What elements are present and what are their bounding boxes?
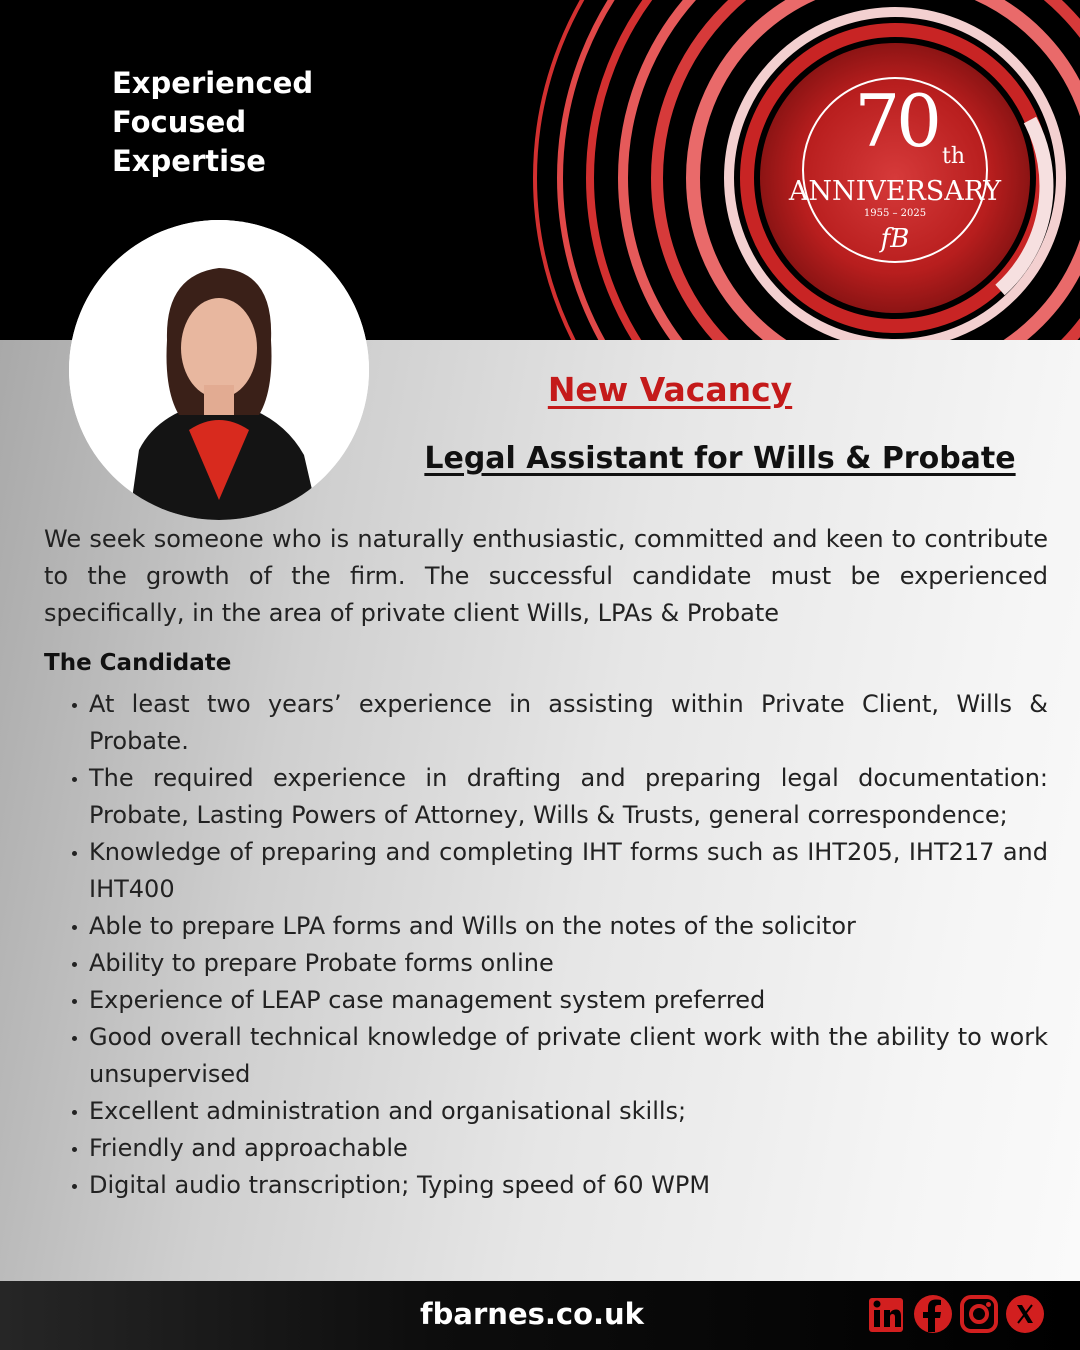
- list-item: Digital audio transcription; Typing speed of 60 WPM: [89, 1167, 1048, 1204]
- linkedin-icon[interactable]: [867, 1294, 907, 1334]
- list-item: Knowledge of preparing and completing IHT forms such as IHT205, IHT217 and IHT400: [89, 834, 1048, 908]
- staff-portrait: [69, 220, 369, 520]
- tagline-line-2: Focused: [112, 105, 247, 139]
- candidate-heading: The Candidate: [44, 650, 232, 676]
- list-item: At least two years’ experience in assisting within Private Client, Wills & Probate.: [89, 686, 1048, 760]
- list-item: Experience of LEAP case management system preferred: [89, 982, 1048, 1019]
- intro-paragraph: We seek someone who is naturally enthusiastic, committed and keen to contribute to the growth of the firm. The successful candidate must be experienced specifically, in the area of private client Wills, LPAs & Probate: [44, 525, 1048, 627]
- tagline-line-1: Experienced: [112, 66, 314, 100]
- facebook-icon[interactable]: [913, 1294, 953, 1334]
- anniversary-suffix: th: [942, 144, 966, 169]
- tagline: [112, 64, 313, 181]
- anniversary-years: 1955 – 2025: [863, 208, 927, 219]
- candidate-requirements-list: [89, 686, 1048, 1204]
- list-item: Able to prepare LPA forms and Wills on the notes of the solicitor: [89, 908, 1048, 945]
- anniversary-badge: [780, 79, 1010, 282]
- footer: [0, 1281, 1080, 1350]
- portrait-illustration: [69, 220, 369, 520]
- job-title: Legal Assistant for Wills & Probate: [424, 441, 1016, 476]
- list-item: Good overall technical knowledge of private client work with the ability to work unsupervised: [89, 1019, 1048, 1093]
- vacancy-label: New Vacancy: [547, 370, 793, 409]
- anniversary-word: ANNIVERSARY: [788, 176, 1002, 207]
- anniversary-number: 70: [854, 79, 938, 163]
- x-icon[interactable]: [1005, 1294, 1045, 1334]
- social-links: [867, 1294, 1045, 1334]
- firm-monogram: fB: [880, 224, 910, 254]
- list-item: Excellent administration and organisational skills;: [89, 1093, 1048, 1130]
- list-item: Friendly and approachable: [89, 1130, 1048, 1167]
- instagram-icon[interactable]: [959, 1294, 999, 1334]
- website-link[interactable]: fbarnes.co.uk: [420, 1297, 644, 1331]
- tagline-line-3: Expertise: [112, 144, 266, 178]
- list-item: Ability to prepare Probate forms online: [89, 945, 1048, 982]
- list-item: The required experience in drafting and preparing legal documentation: Probate, Lasting Powers of Attorney, Wills & Trusts, general correspondence;: [89, 760, 1048, 834]
